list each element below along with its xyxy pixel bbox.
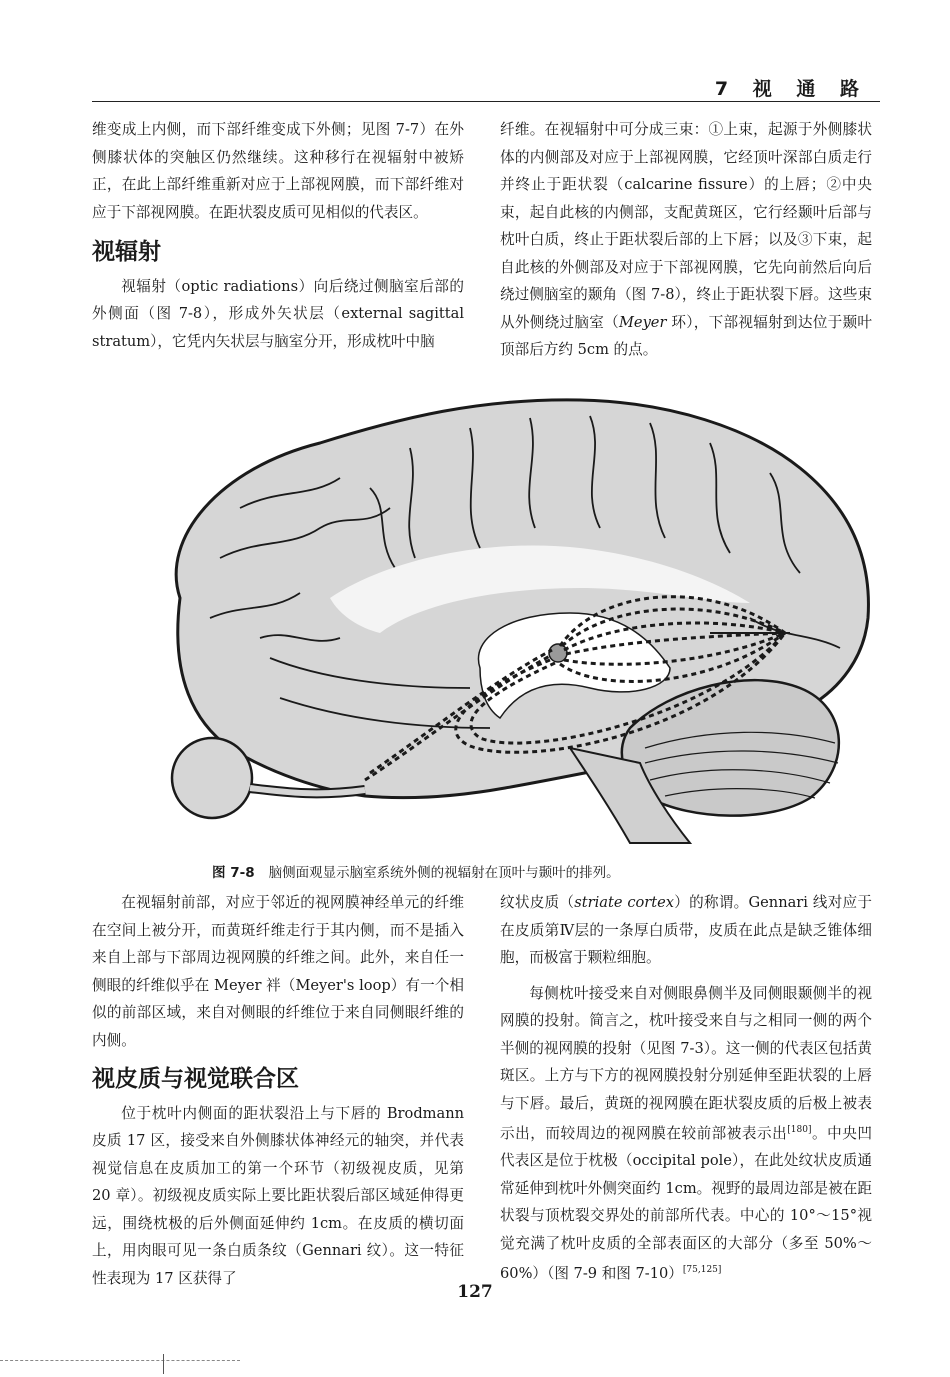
section-heading-optic-radiations: 视辐射 <box>92 239 161 265</box>
section-heading-visual-cortex: 视皮质与视觉联合区 <box>92 1066 299 1092</box>
citation-ref: [75,125] <box>682 1265 722 1276</box>
paragraph: 维变成上内侧，而下部纤维变成下外侧；见图 7-7）在外侧膝状体的突触区仍然继续。这种移行在视辐射中被矫正，在此上部纤维重新对应于上部视网膜，而下部纤维对应于下部视网膜。在距状裂皮质可见相似的代表区。 <box>92 121 464 221</box>
footer-scan-line <box>0 1360 240 1361</box>
text-run: 纤维。在视辐射中可分成三束：①上束，起源于外侧膝状体的内侧部及对应于上部视网膜，它经顶叶深部白质走行并终止于距状裂（calcarine fissure）的上唇；②中央束，起自此核的内侧部，支配黄斑区，它行经颞叶后部与枕叶白质，终止于距状裂后部的上下唇；以及③下束，起自此核的外侧部及对应于下部视网膜，它先向前然后向后绕过侧脑室的颞角（图 7-8），终止于距状裂下唇。这些束从外侧绕过脑室（ <box>500 121 872 331</box>
page-number: 127 <box>457 1282 493 1302</box>
italic-term: striate cortex <box>574 894 675 911</box>
bottom-left-column <box>92 889 464 1292</box>
text-run: 环），下部视辐射到达位于颞叶顶部后方约 5cm 的点。 <box>500 313 872 358</box>
paragraph <box>500 889 872 972</box>
top-right-column <box>500 116 872 364</box>
figure-caption <box>212 861 620 881</box>
footer-scan-tick <box>163 1354 164 1374</box>
text-run: 纹状皮质（ <box>500 894 575 911</box>
top-left-column <box>92 116 464 355</box>
figure-caption-text: 脑侧面观显示脑室系统外侧的视辐射在顶叶与颞叶的排列。 <box>268 865 620 881</box>
citation-ref: [180] <box>787 1125 812 1135</box>
brain-figure <box>150 388 880 850</box>
chapter-header: 7 视 通 路 <box>714 78 868 100</box>
figure-label: 图 7-8 <box>212 865 255 881</box>
paragraph: 位于枕叶内侧面的距状裂沿上与下唇的 Brodmann 皮质 17 区，接受来自外侧膝状体神经元的轴突，并代表视觉信息在皮质加工的第一个环节（初级视皮质，见第 20 章）。初级视皮质实际上要比距状裂后部区域延伸得更远，围绕枕极的后外侧面延伸约 1cm。在皮质的横切面上，用肉眼可见一条白质条纹（Gennari 纹）。这一特征性表现为 17 区获得了 <box>92 1104 464 1287</box>
text-run: ）的称谓。Gennari 线对应于在皮质第Ⅳ层的一条厚白质带，皮质在此点是缺乏锥体细胞，而极富于颗粒细胞。 <box>500 894 872 966</box>
italic-term: Meyer <box>618 313 667 331</box>
text-run: 每侧枕叶接受来自对侧眼鼻侧半及同侧眼颞侧半的视网膜的投射。简言之，枕叶接受来自与之相同一侧的两个半侧的视网膜的投射（见图 7-3）。这一侧的代表区包括黄斑区。上方与下方的视网膜投射分别延伸至距状裂的上唇与下唇。最后，黄斑的视网膜在距状裂皮质的后极上被表示出，而较周边的视网膜在较前部被表示出 <box>500 984 872 1142</box>
bottom-right-column <box>500 889 872 1288</box>
header-rule <box>92 101 880 102</box>
paragraph: 视辐射（optic radiations）向后绕过侧脑室后部的外侧面（图 7-8），形成外矢状层（external sagittal stratum），它凭内矢状层与脑室分开，形成枕叶中脑 <box>92 277 464 350</box>
paragraph <box>500 980 872 1288</box>
eye <box>172 738 252 818</box>
paragraph: 在视辐射前部，对应于邻近的视网膜神经单元的纤维在空间上被分开，而黄斑纤维走行于其内侧，而不是插入来自上部与下部周边视网膜的纤维之间。此外，来自任一侧眼的纤维似乎在 Meyer 袢（Meyer's loop）有一个相似的前部区域，来自对侧眼的纤维位于来自同侧眼纤维的内侧。 <box>92 894 464 1049</box>
paragraph <box>500 116 872 364</box>
text-run: 。中央凹代表区是位于枕极（occipital pole），在此处纹状皮质通常延伸到枕叶外侧突面约 1cm。视野的最周边部是被在距状裂与顶枕裂交界处的前部所代表。中心的 10°～15°视觉充满了枕叶皮质的全部表面区的大部分（多至 50%～60%）（图 7-9 和图 7-10） <box>500 1124 872 1283</box>
